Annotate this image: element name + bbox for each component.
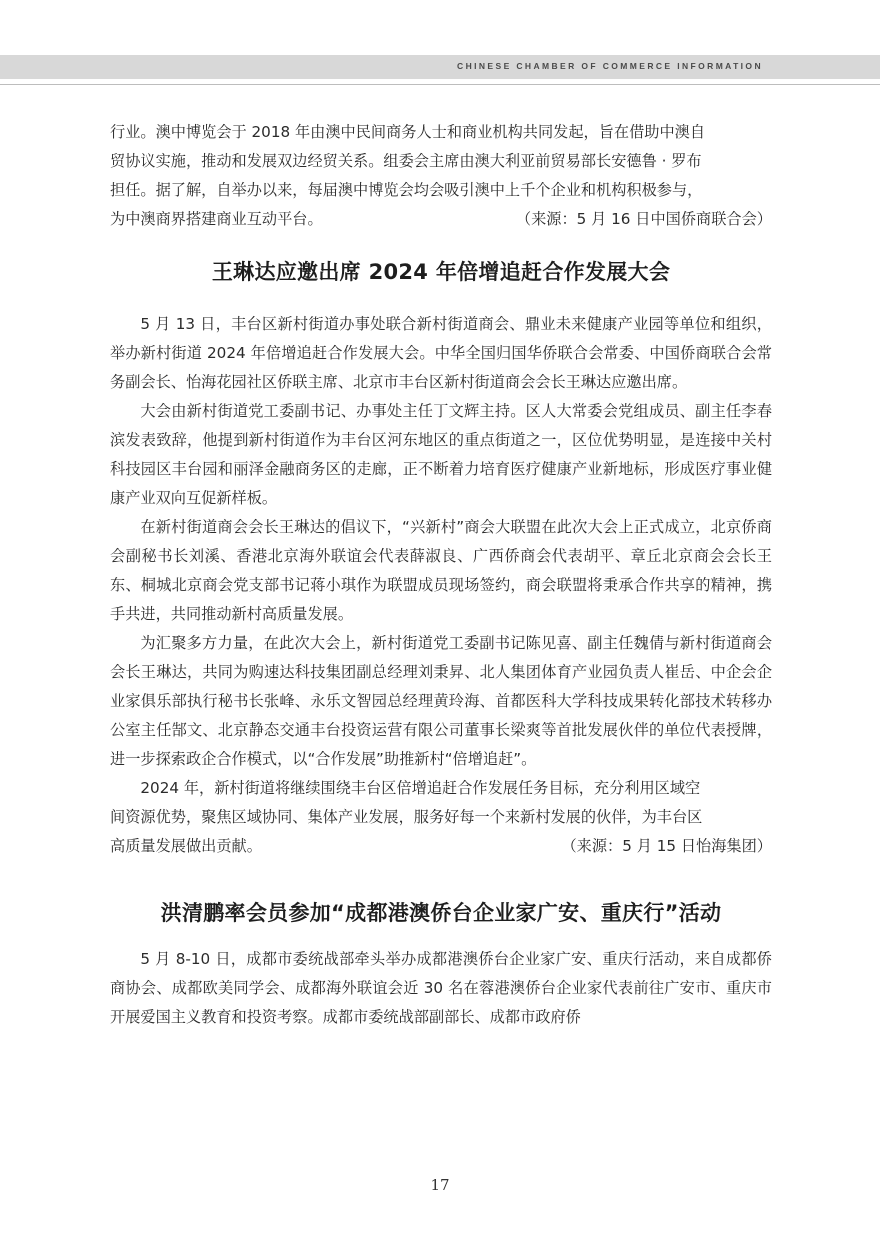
intro-line: 担任。据了解，自举办以来，每届澳中博览会均会吸引澳中上千个企业和机构积极参与， (110, 181, 703, 199)
source-citation: （来源：5 月 16 日中国侨商联合会） (515, 210, 772, 228)
article-paragraph: 5 月 8-10 日，成都市委统战部牵头举办成都港澳侨台企业家广安、重庆行活动，来自成都侨商协会、成都欧美同学会、成都海外联谊会近 30 名在蓉港澳侨台企业家代表前往广安市、重庆市开展爱国主义教育和投资考察。成都市委统战部副部长、成都市政府侨 (110, 950, 772, 1026)
paragraph-line: 间资源优势，聚焦区域协同、集体产业发展，服务好每一个来新村发展的伙伴，为丰台区 (110, 808, 703, 826)
article-paragraph-last (110, 774, 772, 861)
page-number: 17 (430, 1176, 450, 1194)
article-title: 王琳达应邀出席 2024 年倍增追赶合作发展大会 (211, 260, 671, 284)
article-paragraph: 在新村街道商会会长王琳达的倡议下，“兴新村”商会大联盟在此次大会上正式成立，北京侨商会副秘书长刘溪、香港北京海外联谊会代表薛淑良、广西侨商会代表胡平、章丘北京商会会长王东、桐城北京商会党支部书记蒋小琪作为联盟成员现场签约，商会联盟将秉承合作共享的精神，携手共进，共同推动新村高质量发展。 (110, 518, 772, 623)
article-paragraph: 5 月 13 日，丰台区新村街道办事处联合新村街道商会、鼎业未来健康产业园等单位和组织，举办新村街道 2024 年倍增追赶合作发展大会。中华全国归国华侨联合会常委、中国侨商联合会常务副会长、怡海花园社区侨联主席、北京市丰台区新村街道商会会长王琳达应邀出席。 (110, 315, 772, 391)
page-content (110, 118, 772, 1032)
intro-line-end: 为中澳商界搭建商业互动平台。 (110, 210, 323, 228)
intro-line: 贸协议实施，推动和发展双边经贸关系。组委会主席由澳大利亚前贸易部长安德鲁 · 罗布 (110, 152, 702, 170)
paragraph-line: 2024 年，新村街道将继续围绕丰台区倍增追赶合作发展任务目标，充分利用区域空 (140, 779, 701, 797)
article-title: 洪清鹏率会员参加“成都港澳侨台企业家广安、重庆行”活动 (160, 901, 722, 925)
source-citation: （来源：5 月 15 日怡海集团） (561, 837, 772, 855)
paragraph-line-end: 高质量发展做出贡献。 (110, 837, 262, 855)
article-paragraph: 为汇聚多方力量，在此次大会上，新村街道党工委副书记陈见喜、副主任魏倩与新村街道商会会长王琳达，共同为购速达科技集团副总经理刘秉昇、北人集团体育产业园负责人崔岳、中企会企业家俱乐部执行秘书长张峰、永乐文智园总经理黄玲海、首都医科大学科技成果转化部技术转移办公室主任郜文、北京静态交通丰台投资运营有限公司董事长梁爽等首批发展伙伴的单位代表授牌，进一步探索政企合作模式，以“合作发展”助推新村“倍增追赶”。 (110, 634, 772, 768)
intro-line: 行业。澳中博览会于 2018 年由澳中民间商务人士和商业机构共同发起，旨在借助中澳自 (110, 123, 706, 141)
intro-last-line (110, 205, 772, 234)
running-header: CHINESE CHAMBER OF COMMERCE INFORMATION (457, 61, 763, 71)
header-divider (0, 84, 880, 85)
article-paragraph: 大会由新村街道党工委副书记、办事处主任丁文辉主持。区人大常委会党组成员、副主任李春滨发表致辞，他提到新村街道作为丰台区河东地区的重点街道之一，区位优势明显，是连接中关村科技园区丰台园和丽泽金融商务区的走廊，正不断着力培育医疗健康产业新地标，形成医疗事业健康产业双向互促新样板。 (110, 402, 772, 507)
paragraph-last-line (110, 832, 772, 861)
intro-paragraph (110, 118, 772, 234)
